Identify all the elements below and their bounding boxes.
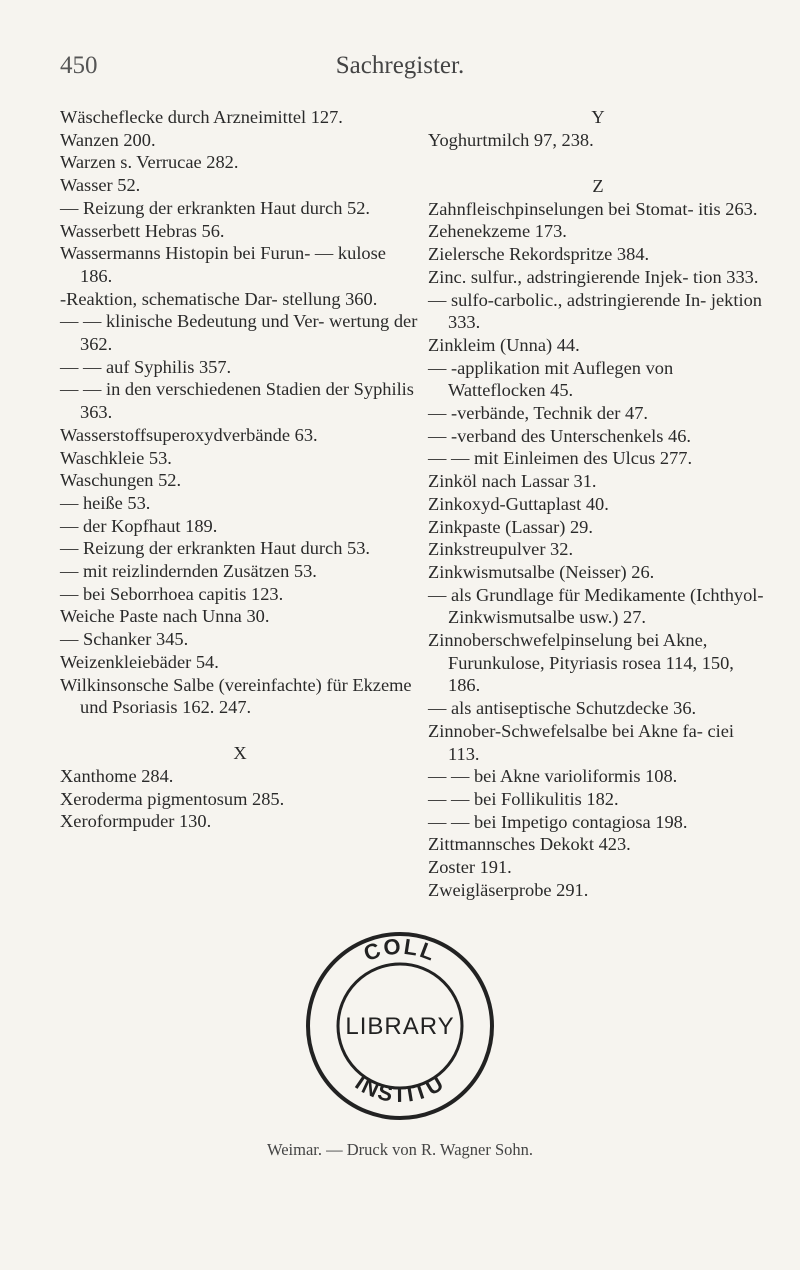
index-entry: — — in den verschiedenen Stadien der Syphilis 363. <box>60 379 414 423</box>
stamp-bottom-text: INSTITU <box>350 1069 450 1108</box>
svg-text:COLL <box>360 934 440 967</box>
index-entry: Zinnoberschwefelpinselung bei Akne, Furunkulose, Pityriasis rosea 114, 150, 186. <box>428 630 734 696</box>
index-entry: Zielersche Rekordspritze 384. <box>428 244 650 265</box>
index-entry: Zinnober-Schwefelsalbe bei Akne fa- ciei 113. <box>428 720 735 764</box>
index-entry: — bei Seborrhoea capitis 123. <box>60 583 284 604</box>
index-entry: — — bei Akne varioliformis 108. <box>428 766 678 787</box>
index-column-right <box>428 106 768 902</box>
index-entry: Wassermanns Histopin bei Furun- — kulose 186. <box>60 243 386 286</box>
section-letter-z: Z <box>592 175 604 196</box>
index-entry: Zinc. sulfur., adstringierende Injek- tion 333. <box>428 266 759 287</box>
index-entry: — — auf Syphilis 357. <box>60 356 232 377</box>
section-letter-x: X <box>233 742 247 763</box>
index-entry: Waschkleie 53. <box>60 447 172 468</box>
index-entry: — heiße 53. <box>60 492 151 513</box>
index-entry: — Reizung der erkrankten Haut durch 52. <box>60 197 370 218</box>
index-entry: Xeroderma pigmentosum 285. <box>60 788 285 809</box>
index-entry: Xeroformpuder 130. <box>60 811 212 832</box>
index-entry: — Reizung der erkrankten Haut durch 53. <box>60 538 370 559</box>
index-entry: Weizenkleiebäder 54. <box>60 651 219 672</box>
index-entry: Zinköl nach Lassar 31. <box>428 471 597 492</box>
index-entry: Waschungen 52. <box>60 470 182 491</box>
index-entry: Zehenekzeme 173. <box>428 221 567 242</box>
index-entry: — — bei Follikulitis 182. <box>428 788 619 809</box>
index-entry: Zoster 191. <box>428 857 512 878</box>
index-entry: — — klinische Bedeutung und Ver- wertung der 362. <box>60 311 418 355</box>
index-entry: Zinkwismutsalbe (Neisser) 26. <box>428 561 655 582</box>
running-title: Sachregister. <box>335 52 465 79</box>
index-entry: Zinkoxyd-Guttaplast 40. <box>428 493 609 514</box>
index-entry: — -applikation mit Auflegen von Watteflocken 45. <box>428 357 674 401</box>
stamp-middle-text: LIBRARY <box>345 1013 455 1040</box>
index-entry: Wilkinsonsche Salbe (vereinfachte) für Ekzeme und Psoriasis 162. 247. <box>60 674 412 718</box>
svg-text:INSTITU <box>351 1070 449 1108</box>
index-entry: Wasser 52. <box>60 175 141 196</box>
index-entry: Yoghurtmilch 97, 238. <box>428 130 594 150</box>
index-entry: Zinkleim (Unna) 44. <box>428 334 580 355</box>
index-entry: Zinkpaste (Lassar) 29. <box>428 516 593 537</box>
index-entry: — der Kopfhaut 189. <box>60 515 218 536</box>
index-entry: Wasserstoffsuperoxydverbände 63. <box>60 424 318 445</box>
index-entry: Zahnfleischpinselungen bei Stomat- itis 263. <box>428 198 758 219</box>
index-entry: -Reaktion, schematische Dar- stellung 360. <box>60 288 378 309</box>
stamp-top-text: COLL <box>360 933 441 967</box>
printer-imprint: Weimar. — Druck von R. Wagner Sohn. <box>266 1140 534 1159</box>
index-entry: Wanzen 200. <box>60 129 156 150</box>
index-entry: — als Grundlage für Medikamente (Ichthyol-Zinkwismutsalbe usw.) 27. <box>428 584 764 628</box>
page-header <box>0 52 800 92</box>
index-entry: Zittmannsches Dekokt 423. <box>428 834 631 855</box>
index-entry: — -verbände, Technik der 47. <box>428 403 649 424</box>
index-entry: Wasserbett Hebras 56. <box>60 220 225 241</box>
index-entry: Zinkstreupulver 32. <box>428 539 574 560</box>
library-stamp <box>300 926 500 1126</box>
index-entry: — — bei Impetigo contagiosa 198. <box>428 811 688 832</box>
index-entry: — — mit Einleimen des Ulcus 277. <box>428 448 693 469</box>
index-entry: — -verband des Unterschenkels 46. <box>428 425 692 446</box>
section-letter-y: Y <box>591 107 605 127</box>
index-entry: — als antiseptische Schutzdecke 36. <box>428 698 697 719</box>
index-column-left <box>60 106 420 833</box>
index-entry: Xanthome 284. <box>60 765 174 786</box>
index-entry: Wäscheflecke durch Arzneimittel 127. <box>60 107 343 127</box>
index-entry: Warzen s. Verrucae 282. <box>60 152 239 173</box>
page-number: 450 <box>60 52 98 79</box>
index-entry: Weiche Paste nach Unna 30. <box>60 606 270 627</box>
index-entry: — mit reizlindernden Zusätzen 53. <box>60 561 317 582</box>
index-entry: Zweigläserprobe 291. <box>428 879 589 900</box>
index-entry: — Schanker 345. <box>60 629 189 650</box>
index-entry: — sulfo-carbolic., adstringierende In- jektion 333. <box>428 289 762 333</box>
